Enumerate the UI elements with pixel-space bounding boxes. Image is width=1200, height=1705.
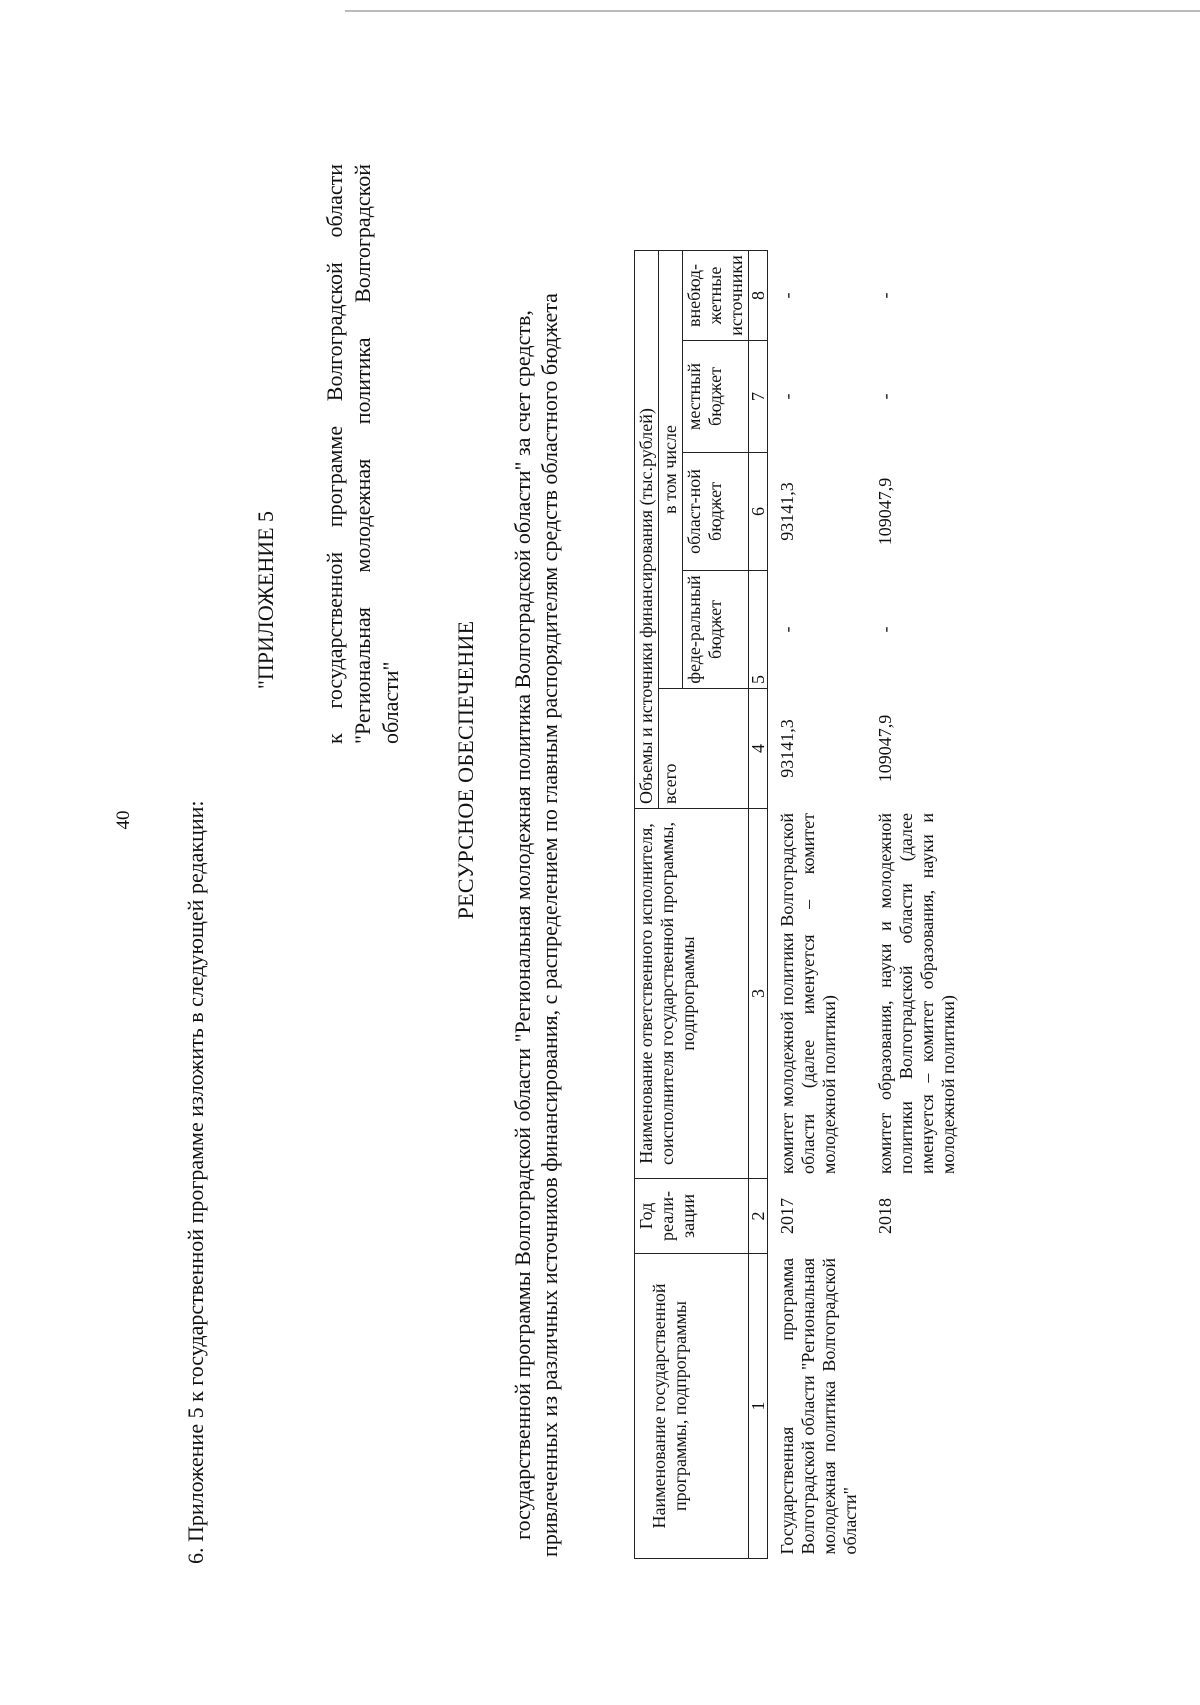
column-number: 6	[749, 453, 768, 571]
header-federal: феде-ральный бюджет	[683, 571, 749, 689]
empty-cell	[776, 3, 841, 250]
document-subtitle: государственной программы Волгоградской области "Региональная молодежная политика Волгоградской области" за счет средств, привлеченных из различных источников финансирования, с распределением по главным распорядителям средств областного бюджета	[510, 293, 562, 1557]
appendix-note: к государственной программе Волгоградской области "Региональная молодежная политика Волгоградской области"	[322, 164, 403, 744]
rotated-page	[5, 0, 1185, 1690]
year-cell: 2018	[875, 1198, 895, 1234]
column-number-blank	[749, 3, 768, 250]
extra-cell: -	[777, 292, 797, 299]
executor-cell: комитет молодежной политики Волгоградской области (далее именуется – комитет молодежной политики)	[777, 813, 839, 1174]
empty-cell	[841, 3, 960, 250]
header-total: всего	[659, 689, 749, 809]
program-name-cell: Государственная программа Волгоградской области "Региональная молодежная политика Волгоградской области"	[777, 1258, 860, 1555]
header-regional: област-ной бюджет	[683, 453, 749, 571]
column-number: 3	[749, 809, 768, 1179]
header-local: местный бюджет	[683, 341, 749, 453]
regional-cell: 109047,9	[875, 477, 895, 546]
column-number: 5	[749, 571, 768, 689]
spacer-row	[768, 3, 777, 1558]
resource-table	[634, 3, 960, 1559]
intro-text: 6. Приложение 5 к государственной программе изложить в следующей редакции:	[183, 800, 208, 1564]
executor-cell: комитет образования, науки и молодежной политики Волгоградской области (далее именуется – комитет образования, науки и молодежной политики)	[875, 813, 958, 1174]
local-cell: -	[777, 393, 797, 400]
page-number: 40	[113, 810, 134, 830]
header-funding: Объемы и источники финансирования (тыс.рублей)	[635, 250, 659, 808]
appendix-title: "ПРИЛОЖЕНИЕ 5	[253, 510, 278, 690]
header-executor: Наименование ответственного исполнителя, соисполнителя государственной программы, подпрограммы	[635, 809, 749, 1179]
table-row	[776, 3, 841, 1558]
header-blank	[635, 3, 749, 250]
header-row-1	[635, 3, 659, 1558]
header-including: в том числе	[659, 250, 683, 688]
federal-cell: -	[777, 626, 797, 633]
year-cell: 2017	[777, 1198, 797, 1234]
header-year: Год реали-зации	[635, 1179, 749, 1254]
total-cell: 109047,9	[875, 714, 895, 783]
regional-cell: 93141,3	[777, 482, 797, 541]
header-extra: внебюд-жетные источники	[683, 250, 749, 340]
column-number: 2	[749, 1179, 768, 1254]
column-number-row	[749, 3, 768, 1558]
total-cell: 93141,3	[777, 719, 797, 778]
document-title: РЕСУРСНОЕ ОБЕСПЕЧЕНИЕ	[453, 620, 478, 920]
column-number: 7	[749, 341, 768, 453]
column-number: 1	[749, 1254, 768, 1559]
federal-cell: -	[875, 626, 895, 633]
header-program-name: Наименование государственной программы, подпрограммы	[635, 1254, 749, 1559]
local-cell: -	[875, 393, 895, 400]
extra-cell: -	[875, 292, 895, 299]
column-number: 4	[749, 689, 768, 809]
column-number: 8	[749, 250, 768, 340]
